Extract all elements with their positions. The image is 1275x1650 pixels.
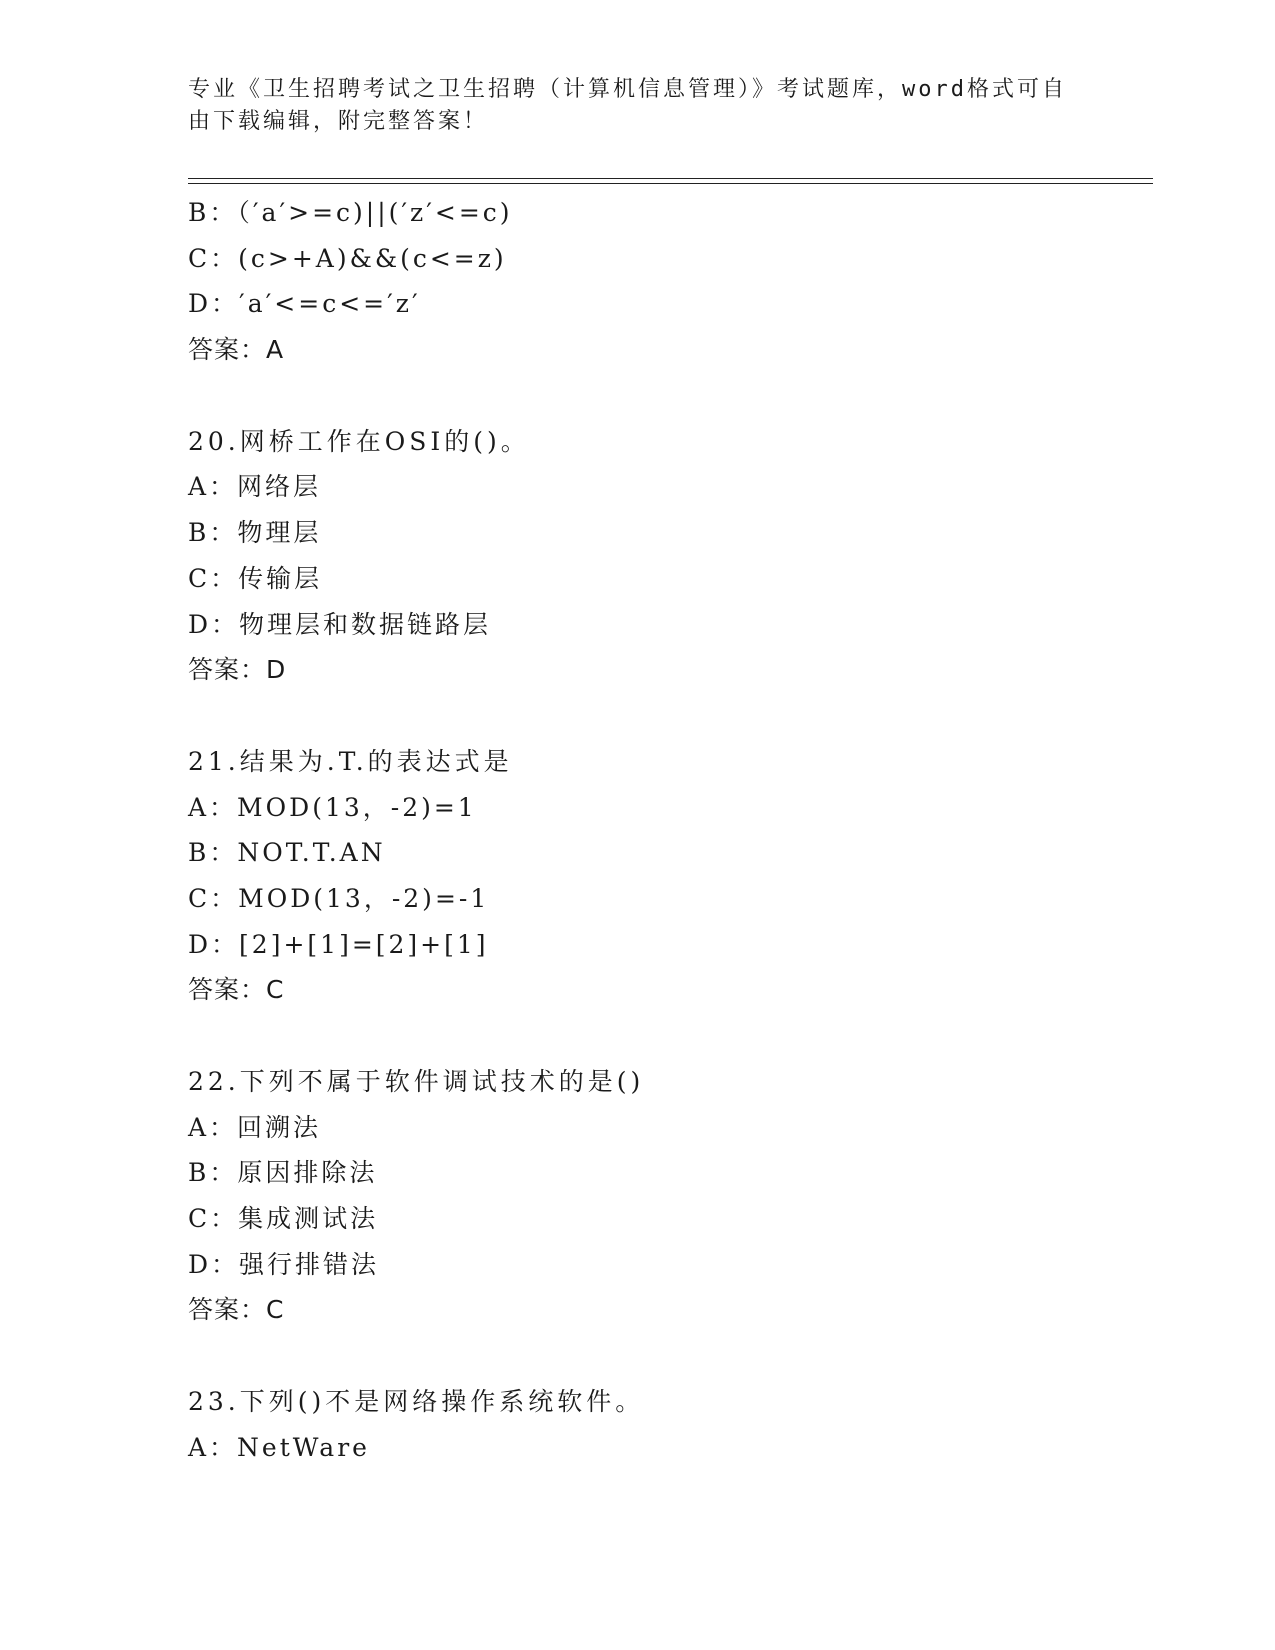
option-d: D：′a′<=c<=′z′: [188, 289, 421, 319]
answer: 答案：C: [188, 975, 285, 1005]
option-c: C：(c>+A)&&(c<=z): [188, 243, 507, 273]
header-line-1: 专业《卫生招聘考试之卫生招聘（计算机信息管理）》考试题库，word格式可自: [188, 77, 1067, 102]
option-d: D：[2]+[1]=[2]+[1]: [188, 929, 489, 959]
option-d: D：物理层和数据链路层: [188, 609, 492, 639]
spacer: [188, 373, 1148, 419]
option-c: C：传输层: [188, 563, 323, 593]
question-text: 23.下列()不是网络操作系统软件。: [188, 1387, 645, 1417]
question-block-22: [188, 1059, 1148, 1333]
answer: 答案：D: [188, 655, 287, 685]
option-a: A：NetWare: [188, 1432, 370, 1462]
answer: 答案：C: [188, 1295, 285, 1325]
option-c: C：MOD(13，-2)=-1: [188, 883, 490, 913]
question-block-21: [188, 739, 1148, 1013]
question-text: 21.结果为.T.的表达式是: [188, 746, 513, 776]
option-a: A：MOD(13，-2)=1: [188, 792, 477, 822]
option-a: A：回溯法: [188, 1112, 322, 1142]
option-b: B：物理层: [188, 518, 322, 548]
option-c: C：集成测试法: [188, 1204, 379, 1234]
option-d: D：强行排错法: [188, 1249, 380, 1279]
spacer: [188, 693, 1148, 739]
document-body: [188, 190, 1148, 1471]
question-block-20: [188, 419, 1148, 693]
question-block-19: [188, 190, 1148, 373]
answer: 答案：A: [188, 335, 285, 365]
question-block-23: [188, 1379, 1148, 1470]
option-b: B：NOT.T.AN: [188, 838, 386, 868]
option-a: A：网络层: [188, 472, 322, 502]
question-text: 20.网桥工作在OSI的()。: [188, 426, 530, 456]
option-b: B：原因排除法: [188, 1158, 378, 1188]
header-divider-top: [188, 178, 1153, 179]
option-b: B：（′a′>=c)||(′z′<=c): [188, 198, 513, 227]
document-header: [188, 74, 1068, 138]
spacer: [188, 1333, 1148, 1379]
question-text: 22.下列不属于软件调试技术的是(): [188, 1067, 645, 1096]
header-divider-bottom: [188, 183, 1153, 184]
header-line-2: 由下载编辑，附完整答案！: [188, 109, 489, 134]
spacer: [188, 1013, 1148, 1059]
